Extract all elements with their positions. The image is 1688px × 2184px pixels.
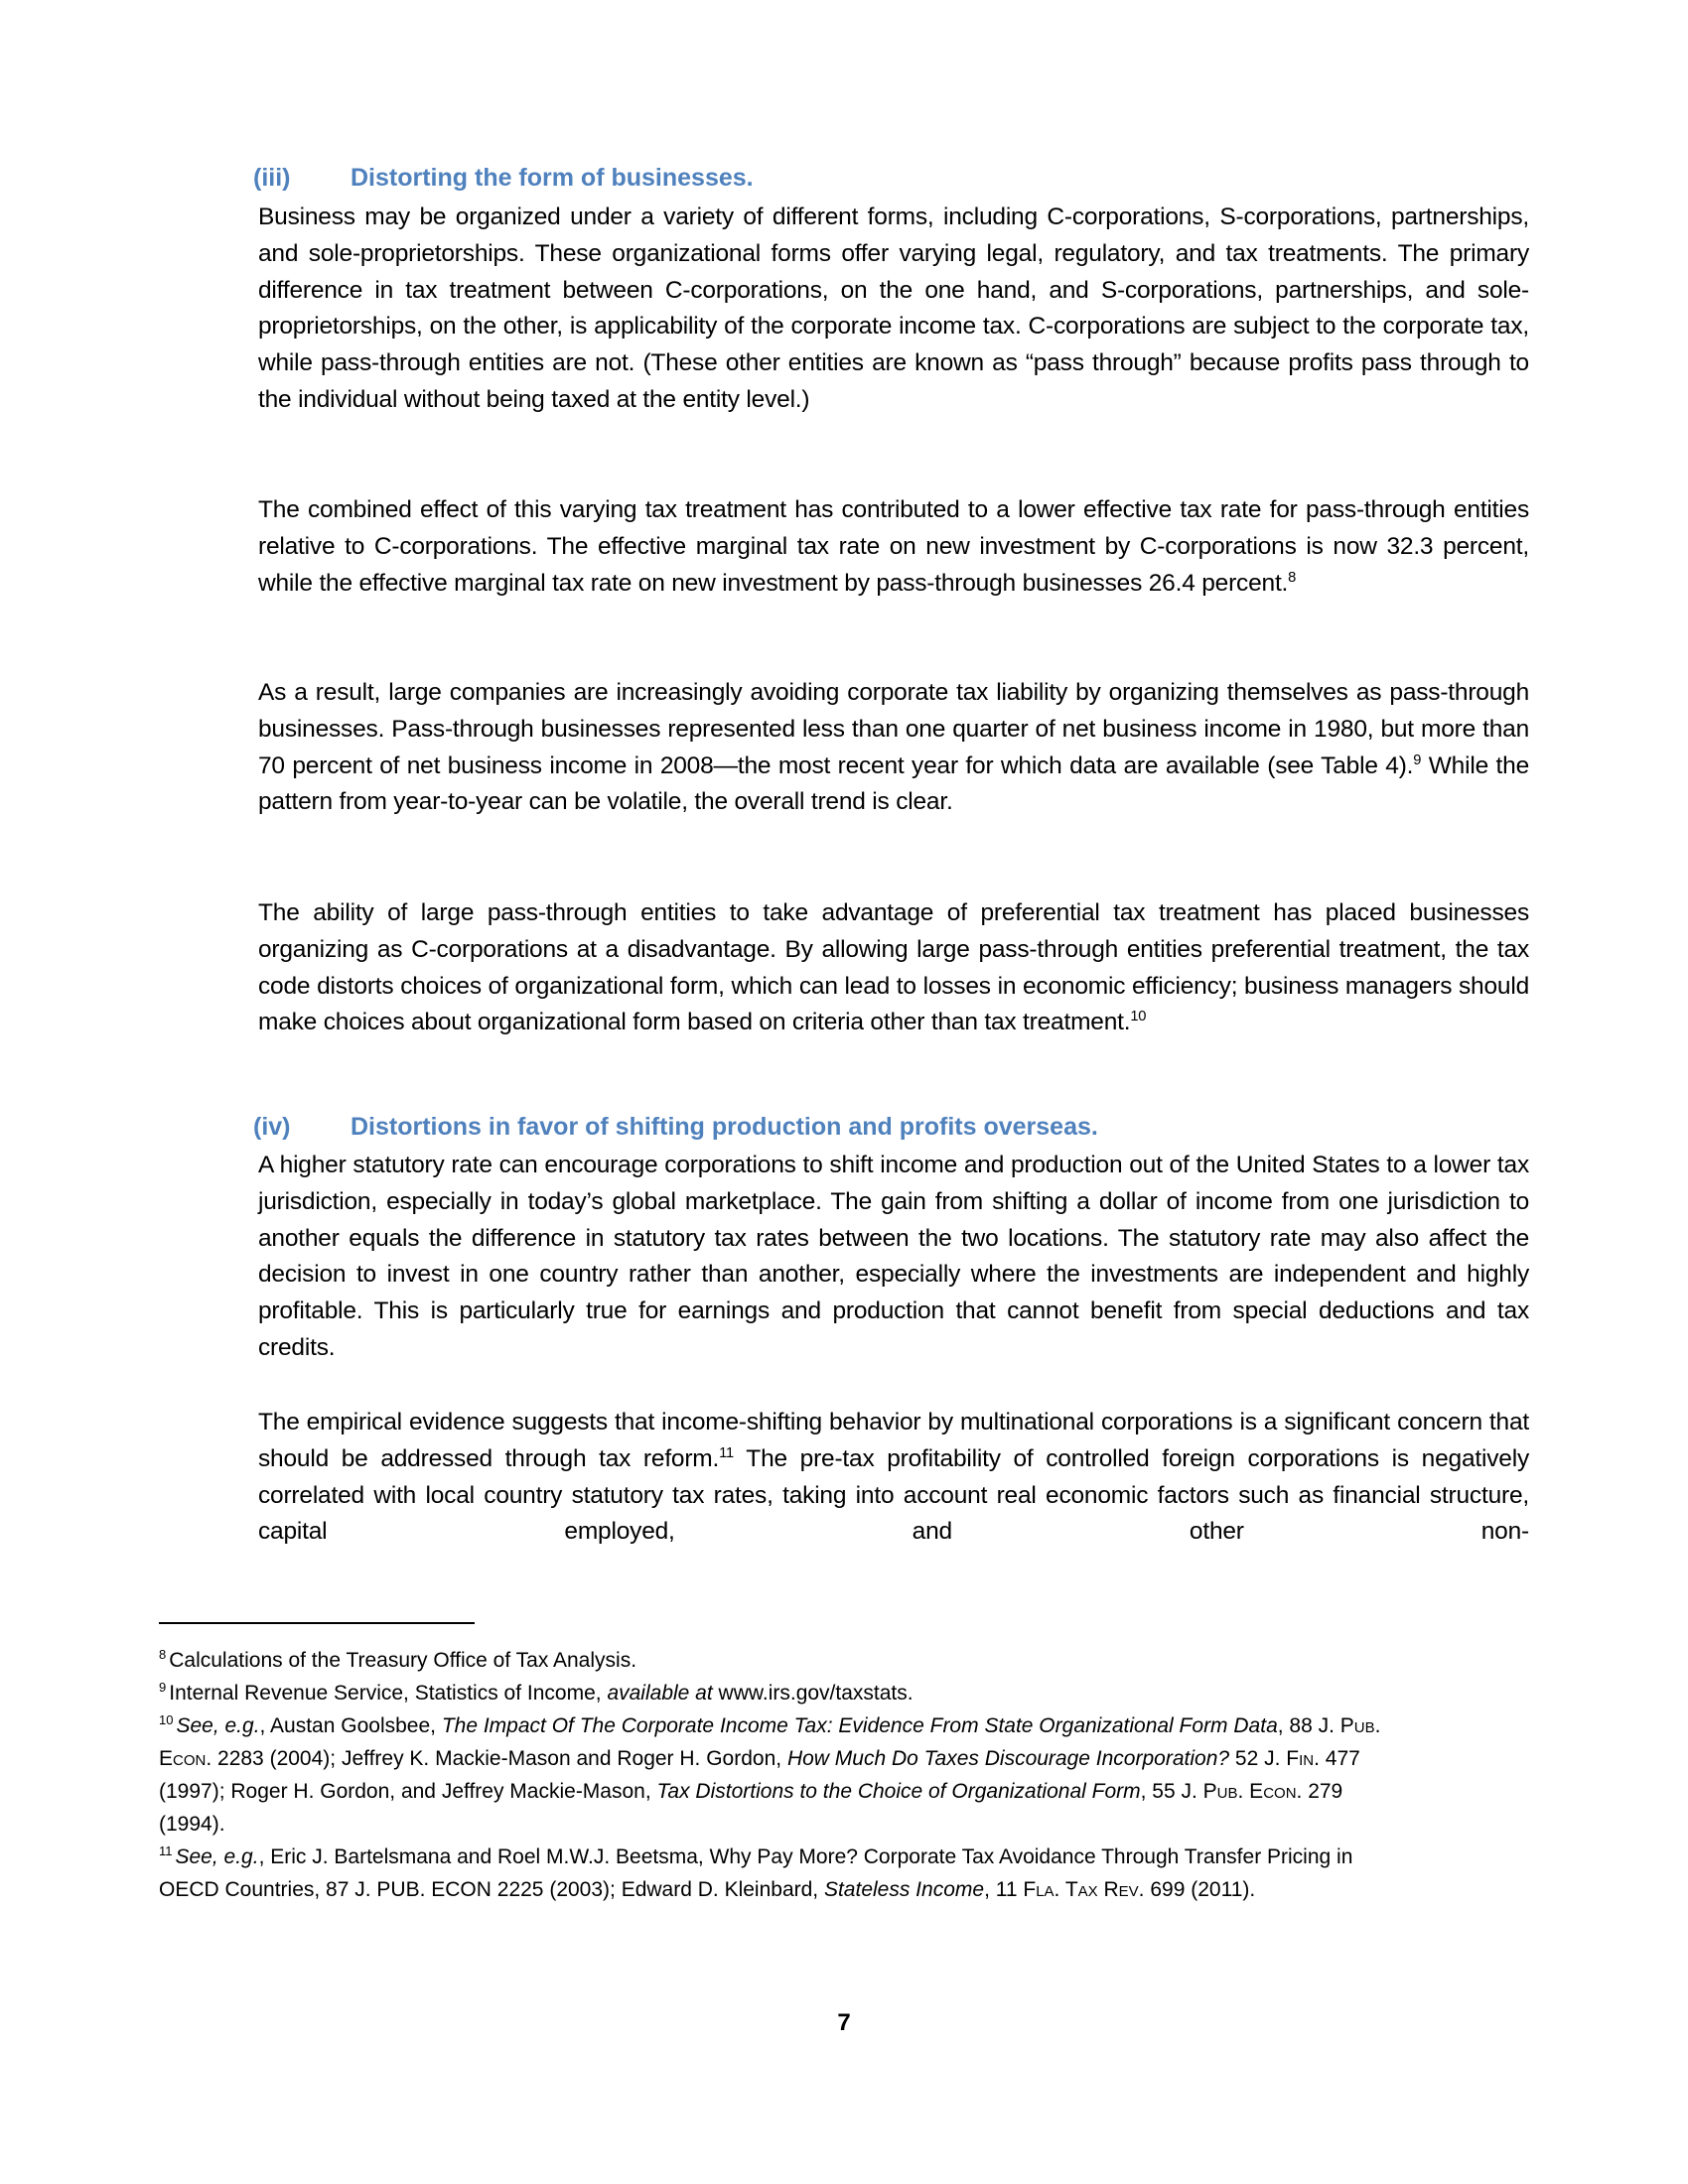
footnote-10: [159, 1709, 1410, 1841]
section-title: Distorting the form of businesses.: [351, 164, 754, 192]
footnote-text: 2283 (2004); Jeffrey K. Mackie-Mason and Roger H. Gordon,: [211, 1747, 787, 1770]
paragraph-text: The combined effect of this varying tax treatment has contributed to a lower effective tax rate for pass-through entities relative to C-corporations. The effective marginal tax rate on new investment by C-corporations is now 32.3 percent, while the effective marginal tax rate on new investment by pass-through businesses 26.4 percent.: [258, 496, 1529, 597]
footnote-italic: See, e.g.: [175, 1845, 259, 1868]
footnote-smallcaps: Fla. Tax Rev.: [1023, 1878, 1145, 1901]
page-number: 7: [837, 2009, 851, 2036]
footnote-italic: Tax Distortions to the Choice of Organizational Form: [656, 1780, 1141, 1803]
footnote-11: [159, 1841, 1410, 1906]
footnote-text: , 55 J.: [1140, 1780, 1203, 1803]
section-title: Distortions in favor of shifting production and profits overseas.: [351, 1113, 1098, 1141]
footnote-ref-8[interactable]: 8: [1288, 569, 1297, 586]
footnote-italic: available at: [607, 1682, 713, 1705]
paragraph-text: The empirical evidence suggests that income-shifting behavior by multinational corporations is a significant concern that should be addressed through tax reform.: [258, 1409, 1529, 1472]
footnote-text: 52 J.: [1229, 1747, 1287, 1770]
footnote-smallcaps: Pub. Econ.: [1202, 1780, 1303, 1803]
footnote-text: , Austan Goolsbee,: [259, 1714, 442, 1737]
footnotes: [159, 1644, 1410, 1906]
paragraph-business-forms: [258, 200, 1529, 419]
footnote-text: Internal Revenue Service, Statistics of Income,: [169, 1682, 608, 1705]
footnote-link-text[interactable]: www.irs.gov/taxstats.: [712, 1682, 914, 1705]
footnote-9: [159, 1677, 1410, 1709]
paragraph-empirical-evidence: [258, 1405, 1529, 1551]
footnote-ref-9[interactable]: 9: [1413, 751, 1422, 768]
footnote-text: 699 (2011).: [1144, 1878, 1256, 1901]
footnote-italic: How Much Do Taxes Discourage Incorporation?: [786, 1747, 1230, 1770]
paragraph-text: The pre-tax profitability of controlled foreign corporations is negatively correlated with local country statutory tax rates, taking into account real economic factors such as financial structure, capital employed, and other non-: [258, 1444, 1529, 1546]
footnote-ref-11[interactable]: 11: [719, 1444, 734, 1461]
footnote-text: 279 (1994).: [159, 1780, 1343, 1836]
section-heading-iii: [253, 163, 754, 193]
paragraph-statutory-rate: [258, 1148, 1529, 1367]
paragraph-text: While the pattern from year-to-year can be volatile, the overall trend is clear.: [258, 751, 1529, 816]
footnote-separator: [159, 1622, 475, 1624]
footnote-italic: The Impact Of The Corporate Income Tax: Evidence From State Organizational Form Data: [441, 1714, 1278, 1737]
footnote-smallcaps: Fin.: [1286, 1747, 1320, 1770]
footnote-mark: 9: [159, 1680, 167, 1695]
footnote-text: , 88 J.: [1277, 1714, 1340, 1737]
paragraph-text: The ability of large pass-through entities to take advantage of preferential tax treatment has placed businesses organizing as C-corporations at a disadvantage. By allowing large pass-through entities preferential treatment, the tax code distorts choices of organizational form, which can lead to losses in economic efficiency; business managers should make choices about organizational form based on criteria other than tax treatment.: [258, 899, 1529, 1036]
paragraph-text: A higher statutory rate can encourage corporations to shift income and production out of the United States to a lower tax jurisdiction, especially in today’s global marketplace. The gain from shifting a dollar of income from one jurisdiction to another equals the difference in statutory tax rates between the two locations. The statutory rate may also affect the decision to invest in one country rather than another, especially where the investments are independent and highly profitable. This is particularly true for earnings and production that cannot benefit from special deductions and tax credits.: [258, 1152, 1529, 1361]
paragraph-text: As a result, large companies are increasingly avoiding corporate tax liability by organizing themselves as pass-through businesses. Pass-through businesses represented less than one quarter of net business income in 1980, but more than 70 percent of net business income in 2008—the most recent year for which data are available (see Table 4).: [258, 679, 1529, 779]
footnote-mark: 10: [159, 1712, 174, 1727]
footnote-8: [159, 1644, 1410, 1677]
footnote-italic: See, e.g.: [176, 1714, 260, 1737]
footnote-text: Calculations of the Treasury Office of Tax Analysis.: [169, 1649, 637, 1672]
footnote-ref-10[interactable]: 10: [1130, 1009, 1147, 1025]
footnote-mark: 8: [159, 1647, 167, 1662]
paragraph-preferential-treatment: [258, 895, 1529, 1041]
footnote-mark: 11: [159, 1843, 173, 1858]
paragraph-effective-rates: [258, 492, 1529, 602]
paragraph-pass-through-trend: [258, 675, 1529, 821]
footnote-italic: Stateless Income: [823, 1878, 985, 1901]
paragraph-text: Business may be organized under a variety of different forms, including C-corporations, S-corporations, partnerships, and sole-proprietorships. These organizational forms offer varying legal, regulatory, and tax treatments. The primary difference in tax treatment between C-corporations, on the one hand, and S-corporations, partnerships, and sole-proprietorships, on the other, is applicability of the corporate income tax. C-corporations are subject to the corporate tax, while pass-through entities are not. (These other entities are known as “pass through” because profits pass through to the individual without being taxed at the entity level.): [258, 204, 1529, 413]
section-number: (iii): [253, 164, 291, 192]
section-number: (iv): [253, 1113, 291, 1141]
footnote-text: , Eric J. Bartelsmana and Roel M.W.J. Beetsma, Why Pay More? Corporate Tax Avoidance Through Transfer Pricing in OECD Countries, 87 J. PUB. ECON 2225 (2003); Edward D. Kleinbard,: [159, 1845, 1353, 1901]
footnote-text: 477 (1997); Roger H. Gordon, and Jeffrey Mackie-Mason,: [159, 1747, 1360, 1803]
section-heading-iv: [253, 1112, 1098, 1142]
footnote-smallcaps: Pub. Econ.: [159, 1714, 1381, 1770]
footnote-text: , 11: [984, 1878, 1024, 1901]
